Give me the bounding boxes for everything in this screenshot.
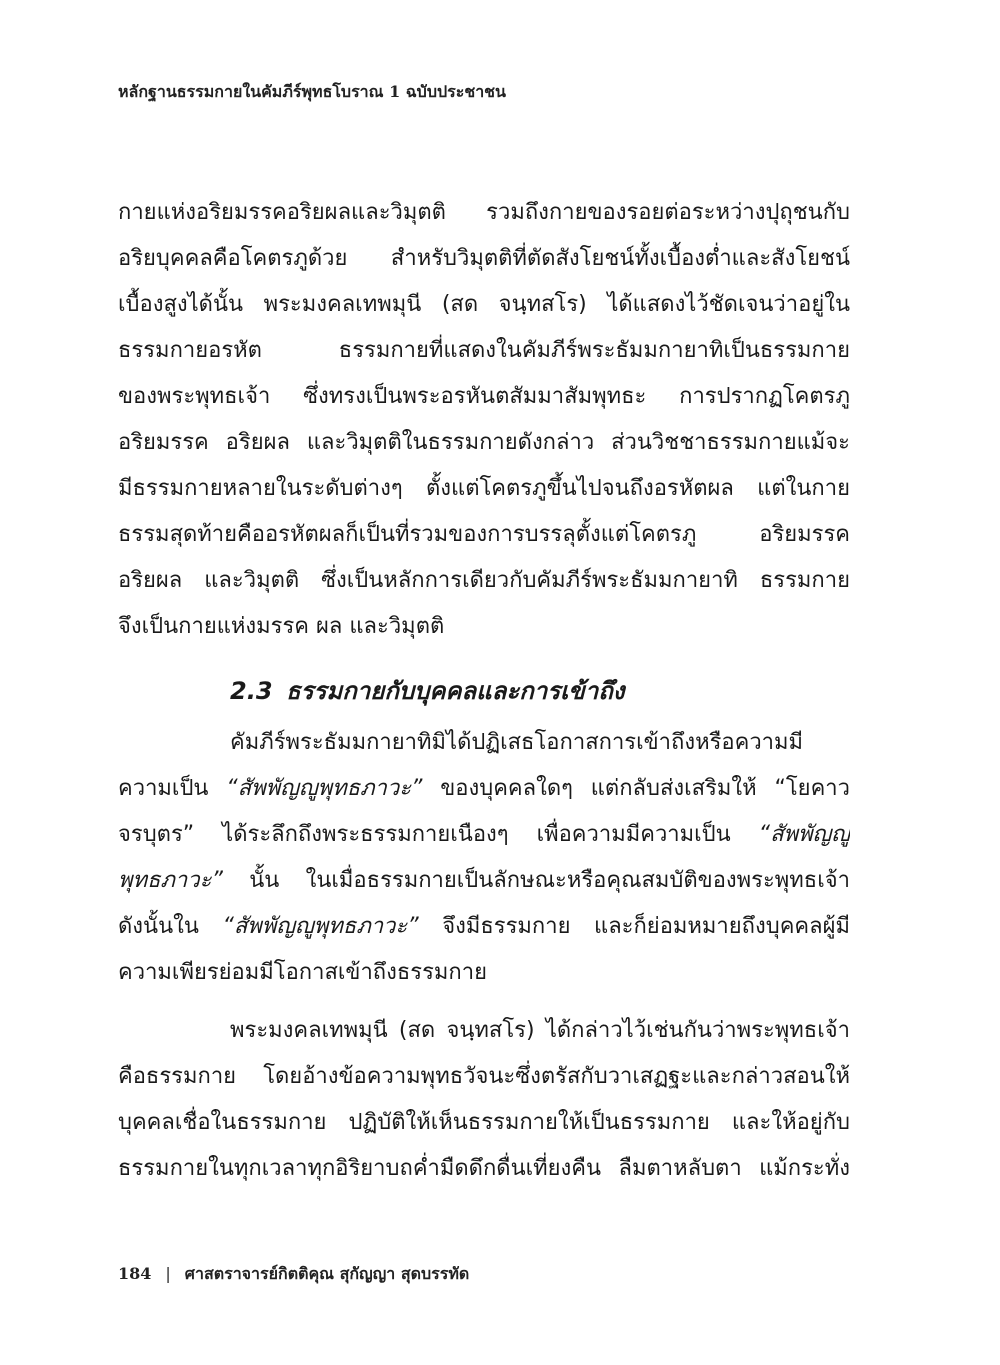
text-line: คัมภีร์พระธัมมกายาทิมิได้ปฏิเสธโอกาสการเข้าถึงหรือความมี xyxy=(230,730,804,755)
page-number: 184 xyxy=(118,1264,152,1283)
text-line: กายแห่งอริยมรรคอริยผลและวิมุตติ รวมถึงกายของรอยต่อระหว่างปุถุชนกับ xyxy=(118,200,850,225)
text-line: ความเพียรย่อมมีโอกาสเข้าถึงธรรมกาย xyxy=(118,960,487,985)
text-line: จึงเป็นกายแห่งมรรค ผล และวิมุตติ xyxy=(118,614,445,639)
text-run: จึงมีธรรมกาย และก็ย่อมหมายถึงบุคคลผู้มี xyxy=(418,914,850,939)
section-title: ธรรมกายกับบุคคลและการเข้าถึง xyxy=(286,677,625,705)
running-header: หลักฐานธรรมกายในคัมภีร์พุทธโบราณ 1 ฉบับประชาชน xyxy=(118,82,506,101)
section-number: 2.3 xyxy=(230,677,273,705)
text-line xyxy=(118,766,850,812)
text-line: ธรรมสุดท้ายคืออรหัตผลก็เป็นที่รวมของการบรรลุตั้งแต่โคตรภู อริยมรรค xyxy=(118,522,850,547)
paragraph-3 xyxy=(118,1008,850,1192)
text-run: นั้น ในเมื่อธรรมกายเป็นลักษณะหรือคุณสมบัติของพระพุทธเจ้า xyxy=(222,868,850,893)
text-run: ความเป็น xyxy=(118,776,227,801)
paragraph-2 xyxy=(118,720,850,996)
text-run: จรบุตร” ได้ระลึกถึงพระธรรมกายเนืองๆ เพื่อความมีความเป็น xyxy=(118,822,759,847)
spacer xyxy=(118,996,850,1008)
emphasis-term: พุทธภาวะ” xyxy=(118,868,223,893)
paragraph-1 xyxy=(118,190,850,650)
text-line xyxy=(118,812,850,858)
text-line: คือธรรมกาย โดยอ้างข้อความพุทธวัจนะซึ่งตรัสกับวาเสฏฐะและกล่าวสอนให้ xyxy=(118,1064,850,1089)
text-line: ธรรมกายในทุกเวลาทุกอิริยาบถค่ำมืดดึกดื่นเที่ยงคืน ลืมตาหลับตา แม้กระทั่ง xyxy=(118,1156,850,1181)
text-line: อริยผล และวิมุตติ ซึ่งเป็นหลักการเดียวกับคัมภีร์พระธัมมกายาทิ ธรรมกาย xyxy=(118,568,850,593)
emphasis-term: “สัพพัญญูพุทธภาวะ” xyxy=(222,914,419,939)
text-line: เบื้องสูงได้นั้น พระมงคลเทพมุนี (สด จนฺทสโร) ได้แสดงไว้ชัดเจนว่าอยู่ใน xyxy=(118,292,850,317)
text-line: บุคคลเชื่อในธรรมกาย ปฏิบัติให้เห็นธรรมกายให้เป็นธรรมกาย และให้อยู่กับ xyxy=(118,1110,850,1135)
text-line: มีธรรมกายหลายในระดับต่างๆ ตั้งแต่โคตรภูขึ้นไปจนถึงอรหัตผล แต่ในกาย xyxy=(118,476,850,501)
text-run: ดังนั้นใน xyxy=(118,914,223,939)
spacer xyxy=(118,650,850,662)
section-heading xyxy=(118,662,850,720)
body-text xyxy=(118,190,850,1192)
text-line: พระมงคลเทพมุนี (สด จนฺทสโร) ได้กล่าวไว้เช่นกันว่าพระพุทธเจ้า xyxy=(230,1018,850,1043)
footer-separator: | xyxy=(165,1264,171,1283)
text-line: อริยมรรค อริยผล และวิมุตติในธรรมกายดังกล่าว ส่วนวิชชาธรรมกายแม้จะ xyxy=(118,430,850,455)
text-line: ของพระพุทธเจ้า ซึ่งทรงเป็นพระอรหันตสัมมาสัมพุทธะ การปรากฏโคตรภู xyxy=(118,384,850,409)
emphasis-term: “สัพพัญญู xyxy=(758,822,850,847)
emphasis-term: “สัพพัญญูพุทธภาวะ” xyxy=(226,776,423,801)
text-line xyxy=(118,904,850,950)
text-line xyxy=(118,858,850,904)
page-footer xyxy=(118,1262,469,1287)
text-line: อริยบุคคลคือโคตรภูด้วย สำหรับวิมุตติที่ตัดสังโยชน์ทั้งเบื้องต่ำและสังโยชน์ xyxy=(118,246,850,271)
text-line: ธรรมกายอรหัต ธรรมกายที่แสดงในคัมภีร์พระธัมมกายาทิเป็นธรรมกาย xyxy=(118,338,850,363)
author-name: ศาสตราจารย์กิตติคุณ สุกัญญา สุดบรรทัด xyxy=(184,1264,470,1283)
text-run: ของบุคคลใดๆ แต่กลับส่งเสริมให้ “โยคาว xyxy=(422,776,850,801)
